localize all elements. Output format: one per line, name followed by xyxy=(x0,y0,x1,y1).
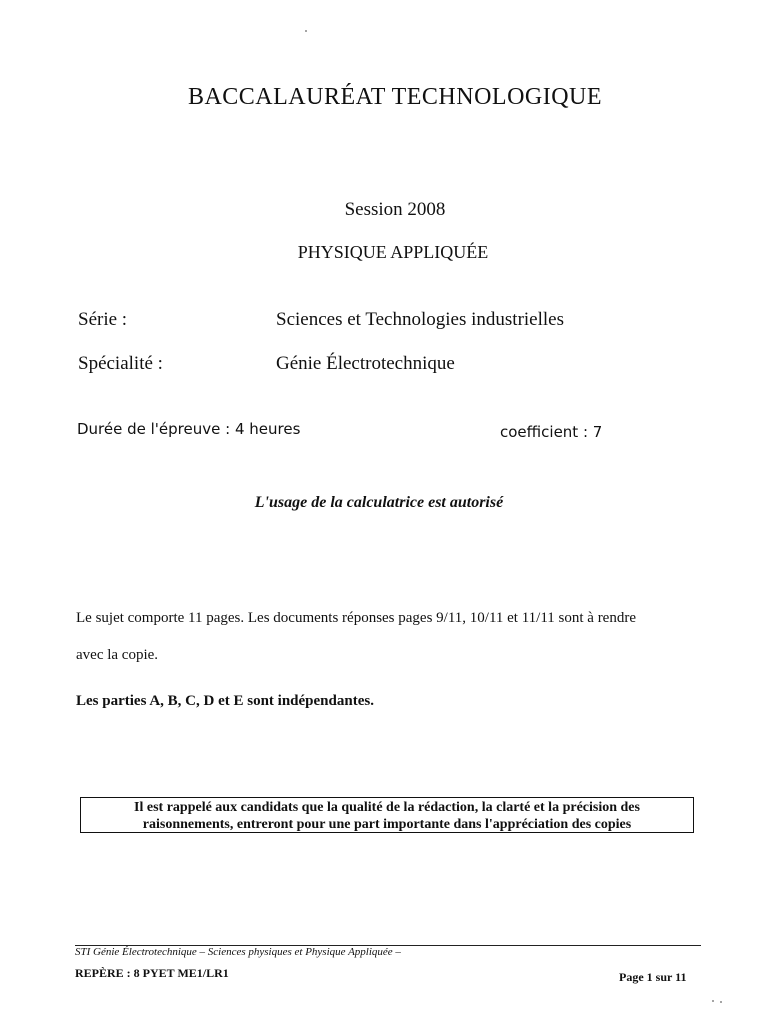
exam-duration: Durée de l'épreuve : 4 heures xyxy=(77,420,301,438)
serie-label: Série : xyxy=(78,309,128,330)
footer-series-line: STI Génie Électrotechnique – Sciences physiques et Physique Appliquée – xyxy=(75,946,401,958)
serie-value: Sciences et Technologies industrielles xyxy=(276,309,564,330)
scan-speck xyxy=(712,1000,714,1002)
document-title: BACCALAURÉAT TECHNOLOGIQUE xyxy=(187,84,603,110)
calculator-note: L'usage de la calculatrice est autorisé xyxy=(254,494,504,511)
instructions-line-1: Le sujet comporte 11 pages. Les documents réponses pages 9/11, 10/11 et 11/11 sont à rendre xyxy=(76,610,636,626)
scan-speck xyxy=(305,30,307,32)
notice-line-2: raisonnements, entreront pour une part importante dans l'appréciation des copies xyxy=(142,817,632,832)
instructions-line-2: avec la copie. xyxy=(76,647,159,663)
specialite-label: Spécialité : xyxy=(78,353,163,374)
session-year: Session 2008 xyxy=(344,199,446,220)
footer-reference: REPÈRE : 8 PYET ME1/LR1 xyxy=(75,966,229,980)
subject-name: PHYSIQUE APPLIQUÉE xyxy=(297,242,489,262)
page-number: Page 1 sur 11 xyxy=(619,970,687,984)
specialite-value: Génie Électrotechnique xyxy=(276,353,455,374)
independent-parts-note: Les parties A, B, C, D et E sont indépendantes. xyxy=(76,693,374,709)
notice-line-1: Il est rappelé aux candidats que la qualité de la rédaction, la clarté et la précision des xyxy=(134,800,640,815)
exam-coefficient: coefficient : 7 xyxy=(500,423,603,441)
notice-box xyxy=(80,797,694,833)
scan-speck xyxy=(720,1001,722,1003)
